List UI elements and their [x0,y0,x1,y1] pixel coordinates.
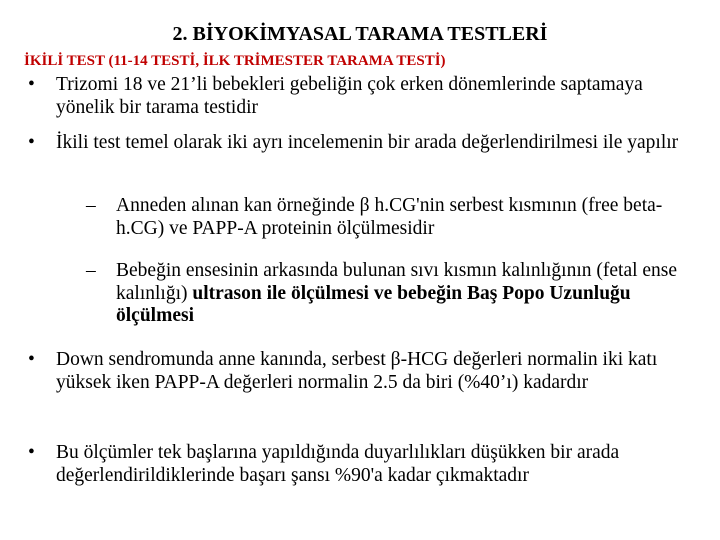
sub-list-item [86,260,706,328]
bullet-icon: • [28,349,35,370]
list-item-text: Anneden alınan kan örneğinde β h.CG'nin serbest kısmının (free beta-h.CG) ve PAPP-A proteinin ölçülmesidir [116,195,663,239]
bullet-icon: • [28,132,35,153]
list-item [28,442,706,487]
list-item-text: Trizomi 18 ve 21’li bebekleri gebeliğin çok erken dönemlerinde saptamaya yönelik bir tarama testidir [56,74,643,118]
list-item [28,349,706,394]
list-item-bold-text: ultrason ile ölçülmesi ve bebeğin Baş Popo Uzunluğu ölçülmesi [116,282,631,326]
slide-title: 2. BİYOKİMYASAL TARAMA TESTLERİ [172,23,548,45]
list-item-text: Bebeğin ensesinin arkasında bulunan sıvı kısmın kalınlığının (fetal ense kalınlığı) [116,260,678,304]
dash-icon: – [86,260,96,281]
sub-list-item [86,195,706,240]
bullet-icon: • [28,442,35,463]
bullet-icon: • [28,74,35,95]
list-item-text: Down sendromunda anne kanında, serbest β-HCG değerleri normalin iki katı yüksek iken PAPP-A değerleri normalin 2.5 da biri (%40’ı) kadardır [56,349,658,393]
list-item-text: İkili test temel olarak iki ayrı incelemenin bir arada değerlendirilmesi ile yapılır [56,132,679,153]
list-item-text: Bu ölçümler tek başlarına yapıldığında duyarlılıkları düşükken bir arada değerlendirildiklerinde başarı şansı %90'a kadar çıkmaktadır [56,442,620,486]
list-item [28,132,706,155]
slide-subtitle: İKİLİ TEST (11-14 TESTİ, İLK TRİMESTER TARAMA TESTİ) [24,53,446,69]
list-item [28,74,706,119]
dash-icon: – [86,195,96,216]
